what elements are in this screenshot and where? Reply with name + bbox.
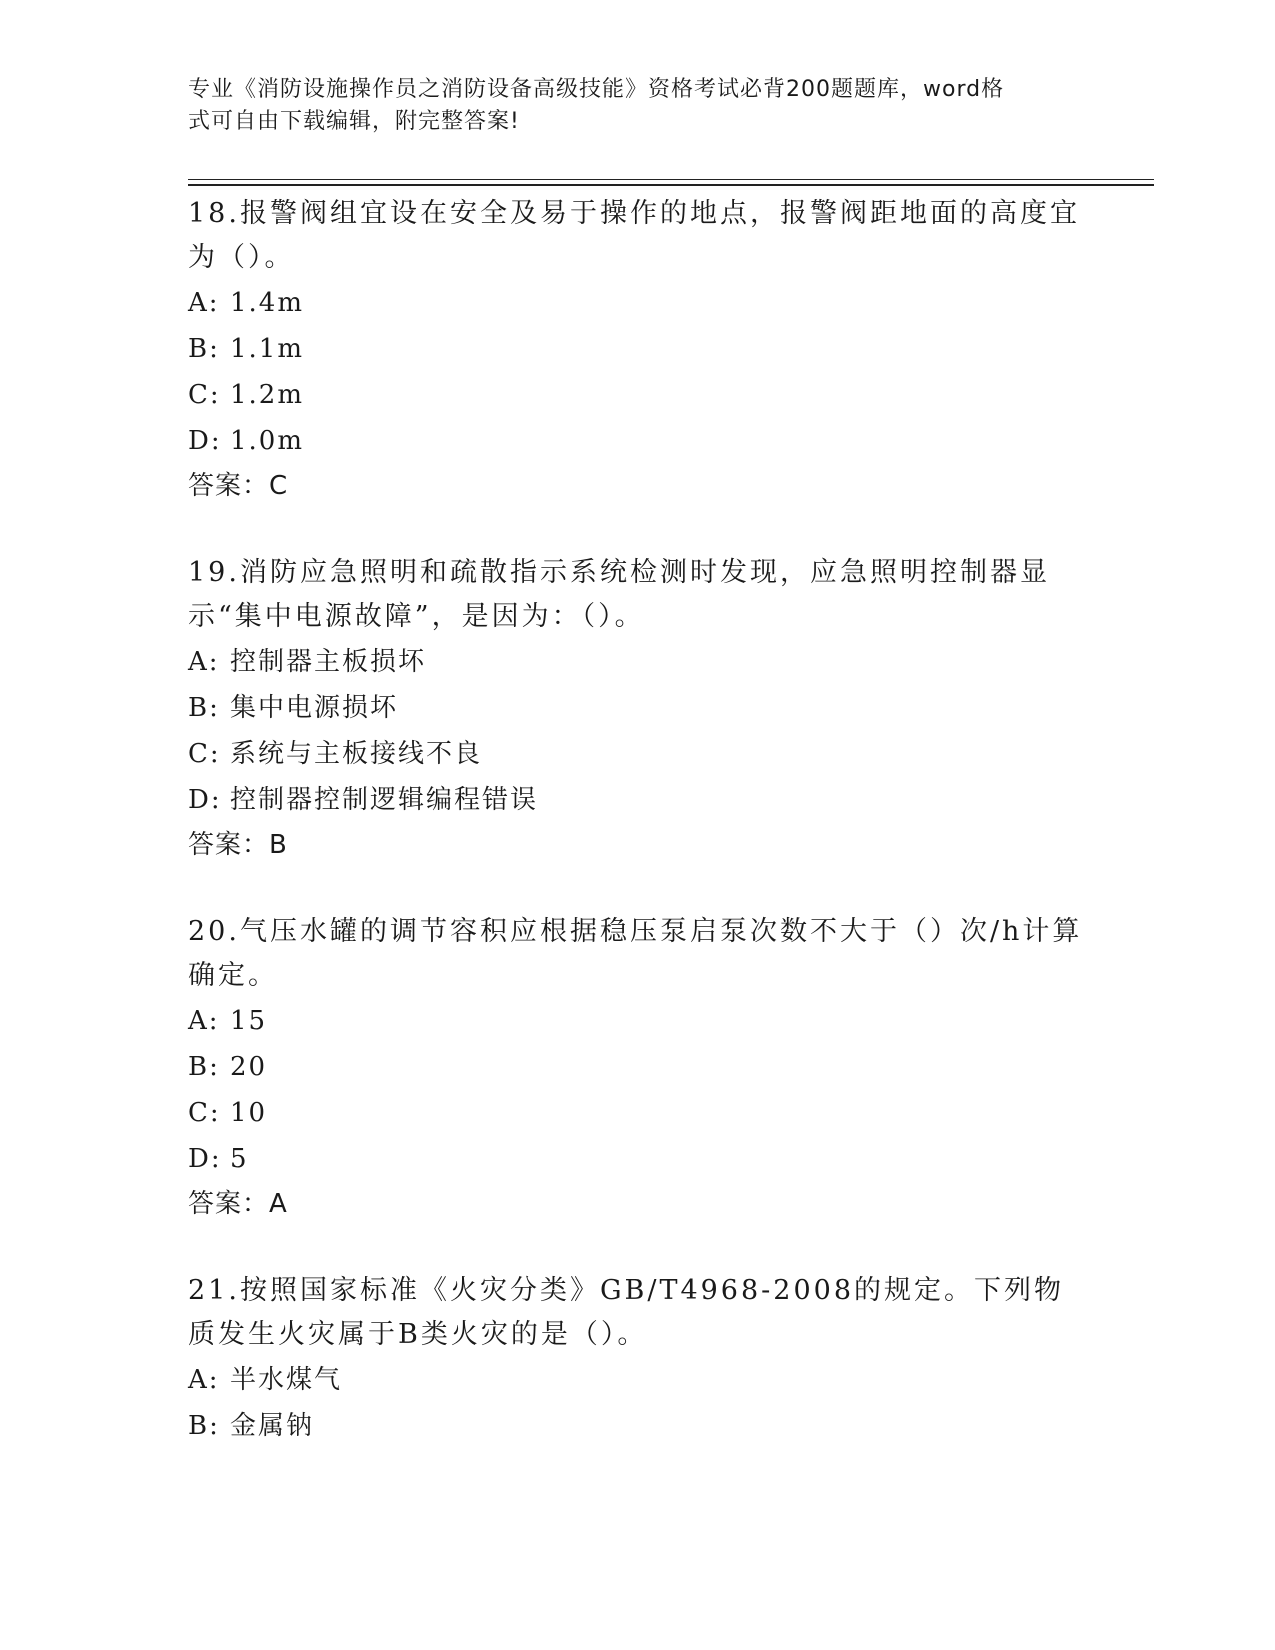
option-d	[188, 418, 1088, 464]
option-key: A:	[188, 647, 220, 677]
option-text: 1.0m	[230, 426, 305, 456]
question-18	[188, 192, 1088, 508]
option-key: B:	[188, 1052, 220, 1082]
header-line-2: 式可自由下载编辑，附完整答案!	[188, 109, 520, 134]
question-stem: 20.气压水罐的调节容积应根据稳压泵启泵次数不大于（）次/h计算确定。	[188, 916, 1083, 991]
option-key: C:	[188, 1098, 221, 1128]
option-key: B:	[188, 1411, 220, 1441]
question-stem: 21.按照国家标准《火灾分类》GB/T4968-2008的规定。下列物质发生火灾属于B类火灾的是（）。	[188, 1275, 1065, 1350]
answer: 答案：A	[188, 1189, 288, 1219]
option-text: 20	[230, 1052, 268, 1082]
option-text: 控制器主板损坏	[230, 647, 427, 677]
option-text: 5	[230, 1144, 249, 1174]
option-text: 系统与主板接线不良	[230, 739, 483, 769]
option-key: A:	[188, 1365, 220, 1395]
option-key: D:	[188, 785, 222, 815]
option-c	[188, 372, 1088, 418]
option-text: 1.2m	[230, 380, 305, 410]
option-d	[188, 1136, 1088, 1182]
option-b	[188, 1403, 1088, 1449]
option-text: 10	[230, 1098, 268, 1128]
option-b	[188, 685, 1088, 731]
question-19	[188, 551, 1088, 867]
document-header	[188, 74, 1088, 138]
question-20	[188, 910, 1088, 1226]
option-a	[188, 1357, 1088, 1403]
option-b	[188, 326, 1088, 372]
option-c	[188, 1090, 1088, 1136]
option-key: A:	[188, 1006, 220, 1036]
option-text: 1.1m	[230, 334, 305, 364]
option-key: B:	[188, 334, 220, 364]
option-key: A:	[188, 288, 220, 318]
option-text: 金属钠	[230, 1411, 315, 1441]
option-b	[188, 1044, 1088, 1090]
option-text: 控制器控制逻辑编程错误	[230, 785, 539, 815]
header-divider-thick	[188, 184, 1154, 186]
option-c	[188, 731, 1088, 777]
option-text: 半水煤气	[230, 1365, 343, 1395]
question-stem: 19.消防应急照明和疏散指示系统检测时发现，应急照明控制器显示“集中电源故障”，是因为：（）。	[188, 557, 1050, 632]
question-21	[188, 1269, 1088, 1449]
question-stem: 18.报警阀组宜设在安全及易于操作的地点，报警阀距地面的高度宜为（）。	[188, 198, 1080, 273]
option-key: D:	[188, 1144, 222, 1174]
question-list	[188, 192, 1088, 1492]
option-key: C:	[188, 739, 221, 769]
option-text: 15	[230, 1006, 268, 1036]
answer: 答案：C	[188, 471, 289, 501]
option-a	[188, 280, 1088, 326]
answer: 答案：B	[188, 830, 288, 860]
option-d	[188, 777, 1088, 823]
option-text: 集中电源损坏	[230, 693, 399, 723]
header-divider-thin	[188, 179, 1154, 180]
option-key: B:	[188, 693, 220, 723]
header-line-1: 专业《消防设施操作员之消防设备高级技能》资格考试必背200题题库，word格	[188, 77, 1005, 102]
option-a	[188, 639, 1088, 685]
option-key: C:	[188, 380, 221, 410]
option-key: D:	[188, 426, 222, 456]
option-text: 1.4m	[230, 288, 305, 318]
option-a	[188, 998, 1088, 1044]
